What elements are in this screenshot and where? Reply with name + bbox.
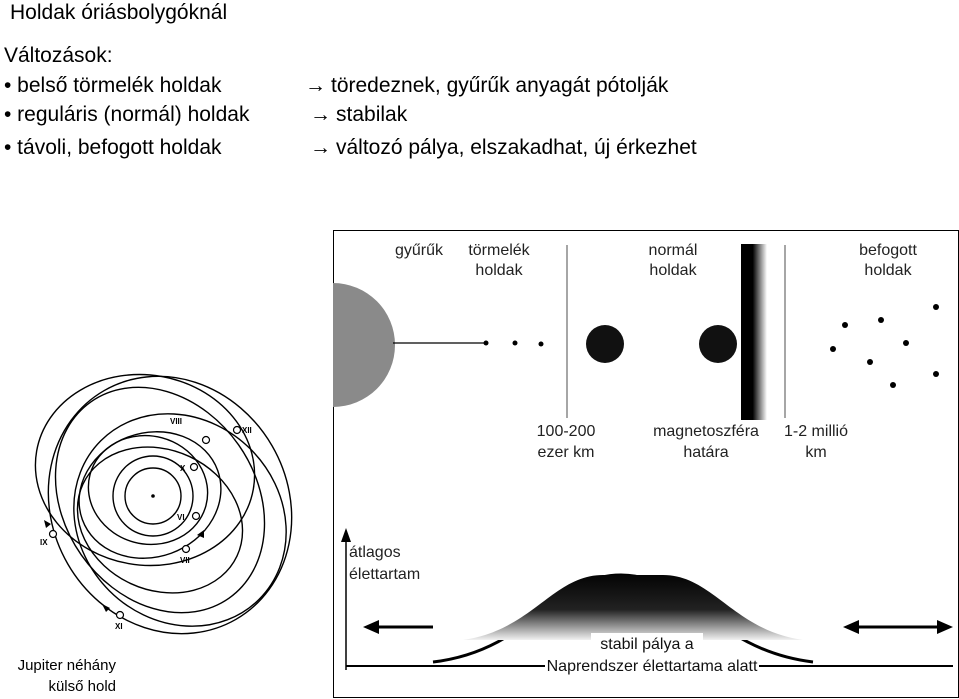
bullet-subject: • belső törmelék holdak	[4, 74, 222, 97]
jupiter-caption	[6, 655, 116, 697]
captured-moon	[903, 340, 909, 346]
magnetosphere-bar	[741, 244, 767, 420]
normal-moon	[699, 325, 737, 363]
captured-moon	[933, 304, 939, 310]
label-magnetosphere-1: magnetoszféra	[653, 423, 759, 440]
moon-label-ix: IX	[40, 538, 48, 547]
arrow-right-icon: →	[305, 74, 326, 97]
changes-heading: Változások:	[4, 44, 113, 67]
moon-label-vi: VI	[177, 513, 185, 522]
moon-label-xi: XI	[115, 622, 123, 631]
caption-line-2: külső hold	[48, 678, 116, 695]
captured-moon	[842, 322, 848, 328]
label-magnetosphere-2: határa	[683, 444, 729, 461]
orbit-arrow-icon	[102, 604, 110, 612]
label-normal-2: holdak	[649, 262, 697, 279]
moon-zones-diagram	[333, 230, 959, 698]
label-distance-1a: 100-200	[536, 423, 596, 440]
label-captured-2: holdak	[864, 262, 912, 279]
moon-label-vii: VII	[180, 556, 190, 565]
normal-moon	[586, 325, 624, 363]
page-title: Holdak óriásbolygóknál	[10, 1, 228, 24]
bullet-result: változó pálya, elszakadhat, új érkezhet	[336, 136, 697, 159]
captured-moon	[878, 317, 884, 323]
moon-marker	[203, 437, 210, 444]
label-debris-1: törmelék	[468, 242, 530, 259]
captured-moon	[933, 371, 939, 377]
label-captured-1: befogott	[859, 242, 917, 259]
jupiter-dot	[151, 494, 155, 498]
debris-moon	[539, 342, 544, 347]
moon-marker	[183, 546, 190, 553]
debris-moon	[513, 341, 518, 346]
label-lifetime-1: átlagos	[349, 544, 401, 561]
moon-marker	[50, 531, 57, 538]
moon-marker	[234, 427, 241, 434]
moon-marker	[117, 612, 124, 619]
label-lifetime-2: élettartam	[349, 566, 421, 583]
moon-label-viii: VIII	[170, 417, 183, 426]
captured-moon	[867, 359, 873, 365]
orbit-arrow-icon	[44, 520, 51, 528]
captured-moon	[890, 382, 896, 388]
moon-label-x: X	[180, 464, 186, 473]
arrow-right-icon: →	[310, 103, 331, 126]
label-normal-1: normál	[648, 242, 698, 259]
arrow-right-icon: →	[310, 136, 331, 159]
bullet-result: töredeznek, gyűrűk anyagát pótolják	[331, 74, 669, 97]
moon-label-xii: XII	[242, 426, 252, 435]
moon-marker	[193, 513, 200, 520]
label-distance-2a: 1-2 millió	[783, 423, 849, 440]
debris-moon	[484, 341, 489, 346]
bullet-subject: • távoli, befogott holdak	[4, 136, 222, 159]
label-stable-2: Naprendszer élettartama alatt	[546, 658, 758, 675]
label-distance-2b: km	[805, 444, 827, 461]
caption-line-1: Jupiter néhány	[17, 657, 116, 674]
label-distance-1b: ezer km	[537, 444, 595, 461]
label-debris-2: holdak	[475, 262, 523, 279]
label-rings: gyűrűk	[394, 242, 444, 259]
bullet-result: stabilak	[336, 103, 408, 126]
bullet-subject: • reguláris (normál) holdak	[4, 103, 250, 126]
moon-marker	[191, 464, 198, 471]
captured-moon	[830, 346, 836, 352]
label-stable-1: stabil pálya a	[600, 636, 694, 653]
jupiter-orbits-diagram	[20, 350, 300, 640]
